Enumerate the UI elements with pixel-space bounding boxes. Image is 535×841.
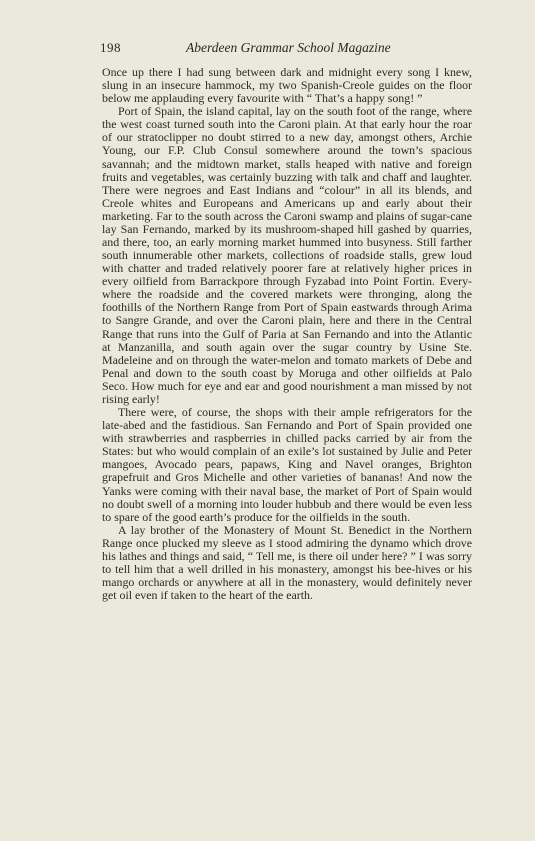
page-number: 198 [100,40,121,55]
page-header [100,40,471,58]
paragraph-1: Once up there I had sung between dark and midnight every song I knew, slung in an insecure hammock, my two Spanish-Creole guides on the floor below me applauding every favourite with “ That’s a happy song! ” [102,65,472,106]
paragraph-3: There were, of course, the shops with their ample refrigerators for the late-abed and the fastidious. San Fernando and Port of Spain provided one with strawberries and raspberries in chilled packs carried by air from the States: but who would complain of an exile’s lot sustained by Julie and Peter mangoes, Avocado pears, papaws, King and Navel oranges, Brighton grapefruit and Gros Michelle and other varieties of bananas! And now the Yanks were coming with their naval base, the market of Port of Spain would no doubt swell of a morning into louder hubbub and there would be even less to spare of the good earth’s produce for the oilfields in the south. [102,405,472,524]
paragraph-4: A lay brother of the Monastery of Mount St. Benedict in the Northern Range once plucked my sleeve as I stood admiring the dynamo which drove his lathes and things and said, “ Tell me, is there oil under here? ” I was sorry to tell him that a well drilled in his monastery, amongst his bee-hives or his mango orchards or anywhere at all in the monastery, would definitely never get oil even if taken to the heart of the earth. [102,522,472,603]
article-body [102,66,472,602]
running-title: Aberdeen Grammar School Magazine [186,40,391,55]
paragraph-2: Port of Spain, the island capital, lay on the south foot of the range, where the west coast turned south into the Caroni plain. At that early hour the roar of our stratoclipper no doubt stirred to a new day, amongst others, Archie Young, our F.P. Club Consul somewhere around the town’s spacious savannah; and the midtown market, stalls heaped with native and foreign fruits and vegetables, was certainly buzzing with talk and chaff and laughter. There were negroes and East Indians and “colour” in all its blends, and Creole whites and Europeans and Americans up and early about their marketing. Far to the south across the Caroni swamp and plains of sugar-cane lay San Fernando, marked by its mushroom-shaped hill gashed by quarries, and there, too, an early morning market hummed into busyness. Still farther south innumerable other markets, collections of roadside stalls, grew loud with chatter and traded relatively poorer fare at relatively higher prices in every oilfield from Barrackpore through Fyzabad into Point Fortin. Every-where the roadside and the covered markets were thronging, along the foothills of the Northern Range from Port of Spain eastwards through Arima to Sangre Grande, and over the Caroni plain, here and there in the Central Range that runs into the Gulf of Paria at San Fernando and into the Atlantic at Manzanilla, and south again over the sugar country by Usine Ste. Madeleine and on through the water-melon and tomato markets of Debe and Penal and down to the south coast by Moruga and other oilfields at Palo Seco. How much for eye and ear and good nourishment a man missed by not rising early! [102,104,472,406]
